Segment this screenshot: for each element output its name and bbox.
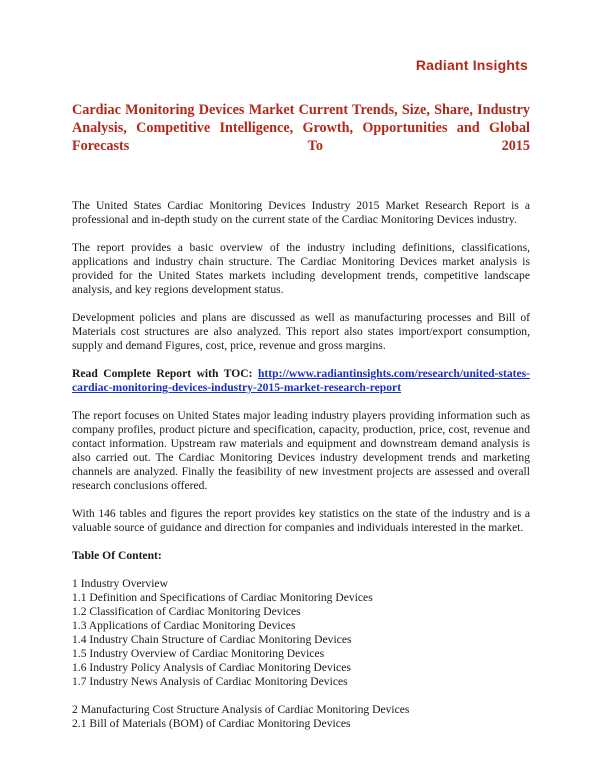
paragraph-focus: The report focuses on United States major leading industry players providing information such as company profiles, product picture and specification, capacity, production, price, cost, revenue and contact information. Upstream raw materials and equipment and downstream demand analysis is also carried out. The Cardiac Monitoring Devices industry development trends and marketing channels are analyzed. Finally the feasibility of new investment projects are assessed and overall research conclusions offered. — [72, 409, 530, 492]
toc-item: 2 Manufacturing Cost Structure Analysis of Cardiac Monitoring Devices — [72, 703, 410, 716]
toc-item: 1.6 Industry Policy Analysis of Cardiac Monitoring Devices — [72, 661, 351, 674]
paragraph-overview: The report provides a basic overview of the industry including definitions, classifications, applications and industry chain structure. The Cardiac Monitoring Devices market analysis is provided for the United States markets including development trends, competitive landscape analysis, and key regions development status. — [72, 241, 530, 296]
toc-heading: Table Of Content: — [72, 549, 162, 562]
toc-item: 1.4 Industry Chain Structure of Cardiac Monitoring Devices — [72, 633, 352, 646]
toc-item: 2.1 Bill of Materials (BOM) of Cardiac Monitoring Devices — [72, 717, 351, 730]
toc-item: 1.1 Definition and Specifications of Cardiac Monitoring Devices — [72, 591, 373, 604]
brand-word-1: Radiant — [415, 57, 469, 73]
toc-item: 1.5 Industry Overview of Cardiac Monitoring Devices — [72, 647, 325, 660]
paragraph-statistics: With 146 tables and figures the report provides key statistics on the state of the industry and is a valuable source of guidance and direction for companies and individuals interested in the market. — [72, 507, 530, 534]
toc-item: 1.2 Classification of Cardiac Monitoring Devices — [72, 605, 301, 618]
read-more-label: Read Complete Report with TOC: — [72, 367, 253, 380]
toc-list-1 — [72, 577, 530, 689]
paragraph-policies: Development policies and plans are discussed as well as manufacturing processes and Bill of Materials cost structures are also analyzed. This report also states import/export consumption, supply and demand Figures, cost, price, revenue and gross margins. — [72, 311, 530, 352]
toc-item: 1.3 Applications of Cardiac Monitoring Devices — [72, 619, 296, 632]
brand-word-2: Insights — [472, 57, 528, 73]
toc-item: 1 Industry Overview — [72, 577, 168, 590]
document-body — [72, 101, 530, 745]
brand-logo — [416, 57, 528, 73]
document-title: Cardiac Monitoring Devices Market Current Trends, Size, Share, Industry Analysis, Competitive Intelligence, Growth, Opportunities and Global Forecasts To 2015 — [72, 102, 530, 154]
report-link[interactable]: http://www.radiantinsights.com/research/united-states-cardiac-monitoring-devices-industry-2015-market-research-report — [72, 367, 530, 394]
read-more-line — [72, 367, 530, 395]
toc-item: 1.7 Industry News Analysis of Cardiac Monitoring Devices — [72, 675, 348, 688]
toc-list-2 — [72, 703, 530, 731]
paragraph-intro: The United States Cardiac Monitoring Devices Industry 2015 Market Research Report is a professional and in-depth study on the current state of the Cardiac Monitoring Devices industry. — [72, 199, 530, 226]
